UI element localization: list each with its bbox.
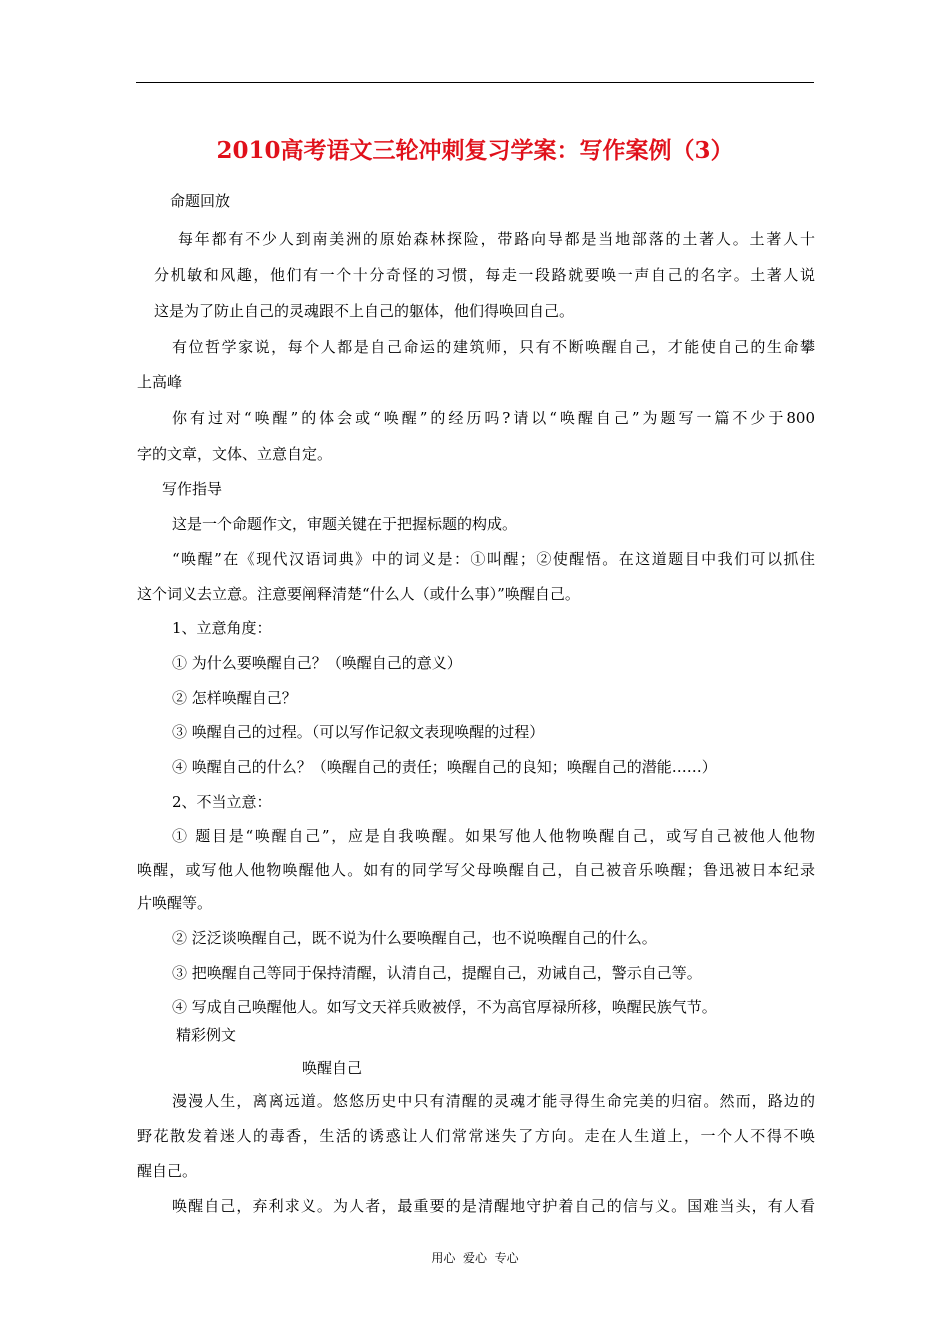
angle-item-3: ③ 唤醒自己的过程。（可以写作记叙文表现唤醒的过程） <box>172 723 545 741</box>
essay-paragraph-1-line-2: 野花散发着迷人的毒香，生活的诱惑让人们常常迷失了方向。走在人生道上，一个人不得不唤 <box>137 1127 815 1145</box>
essay-paragraph-1-line-1: 漫漫人生，离离远道。悠悠历史中只有清醒的灵魂才能寻得生命完美的归宿。然而，路边的 <box>172 1092 815 1110</box>
document-title: 2010高考语文三轮冲刺复习学案：写作案例（3） <box>216 137 734 164</box>
improper-item-3: ③ 把唤醒自己等同于保持清醒，认清自己，提醒自己，劝诫自己，警示自己等。 <box>172 964 702 982</box>
prompt-paragraph-2-line-1: 有位哲学家说，每个人都是自己命运的建筑师，只有不断唤醒自己，才能使自己的生命攀 <box>172 338 815 356</box>
section-heading-prompt: 命题回放 <box>170 192 231 210</box>
prompt-paragraph-2-line-2: 上高峰 <box>137 373 183 391</box>
improper-item-4: ④ 写成自己唤醒他人。如写文天祥兵败被俘，不为高官厚禄所移，唤醒民族气节。 <box>172 998 717 1016</box>
improper-item-1-line-1: ① 题目是“唤醒自己”，应是自我唤醒。如果写他人他物唤醒自己，或写自己被他人他物 <box>172 827 815 845</box>
section-heading-example: 精彩例文 <box>176 1026 237 1044</box>
prompt-paragraph-1-line-2: 分机敏和风趣，他们有一个十分奇怪的习惯，每走一段路就要唤一声自己的名字。土著人说 <box>154 266 815 284</box>
angles-heading: 1、立意角度： <box>172 619 272 637</box>
improper-item-2: ② 泛泛谈唤醒自己，既不说为什么要唤醒自己，也不说唤醒自己的什么。 <box>172 929 657 947</box>
prompt-paragraph-3-line-2: 字的文章，文体、立意自定。 <box>137 445 333 463</box>
header-rule <box>136 82 814 83</box>
prompt-paragraph-3-line-1: 你有过对“唤醒”的体会或“唤醒”的经历吗?请以“唤醒自己”为题写一篇不少于800 <box>172 409 815 427</box>
improper-item-1-line-2: 唤醒，或写他人他物唤醒他人。如有的同学写父母唤醒自己，自己被音乐唤醒；鲁迅被日本纪录 <box>137 861 815 879</box>
angle-item-1: ① 为什么要唤醒自己？（唤醒自己的意义） <box>172 654 462 672</box>
essay-paragraph-1-line-3: 醒自己。 <box>137 1162 198 1180</box>
angle-item-2: ② 怎样唤醒自己？ <box>172 689 297 707</box>
improper-heading: 2、不当立意： <box>172 793 272 811</box>
prompt-paragraph-1-line-1: 每年都有不少人到南美洲的原始森林探险，带路向导都是当地部落的土著人。土著人十 <box>178 230 815 248</box>
section-heading-guide: 写作指导 <box>162 480 223 498</box>
page-footer: 用心 爱心 专心 <box>431 1251 519 1265</box>
essay-title: 唤醒自己 <box>302 1059 363 1077</box>
angle-item-4: ④ 唤醒自己的什么？（唤醒自己的责任；唤醒自己的良知；唤醒自己的潜能……） <box>172 758 717 776</box>
essay-paragraph-2-line-1: 唤醒自己，弃利求义。为人者，最重要的是清醒地守护着自己的信与义。国难当头，有人看 <box>172 1197 815 1215</box>
guide-definition-line-2: 这个词义去立意。注意要阐释清楚“什么人（或什么事）”唤醒自己。 <box>137 585 580 603</box>
guide-definition-line-1: “唤醒”在《现代汉语词典》中的词义是：①叫醒；②使醒悟。在这道题目中我们可以抓住 <box>172 550 815 568</box>
prompt-paragraph-1-line-3: 这是为了防止自己的灵魂跟不上自己的躯体，他们得唤回自己。 <box>154 302 575 320</box>
guide-intro: 这是一个命题作文，审题关键在于把握标题的构成。 <box>172 515 518 533</box>
improper-item-1-line-3: 片唤醒等。 <box>137 894 213 912</box>
